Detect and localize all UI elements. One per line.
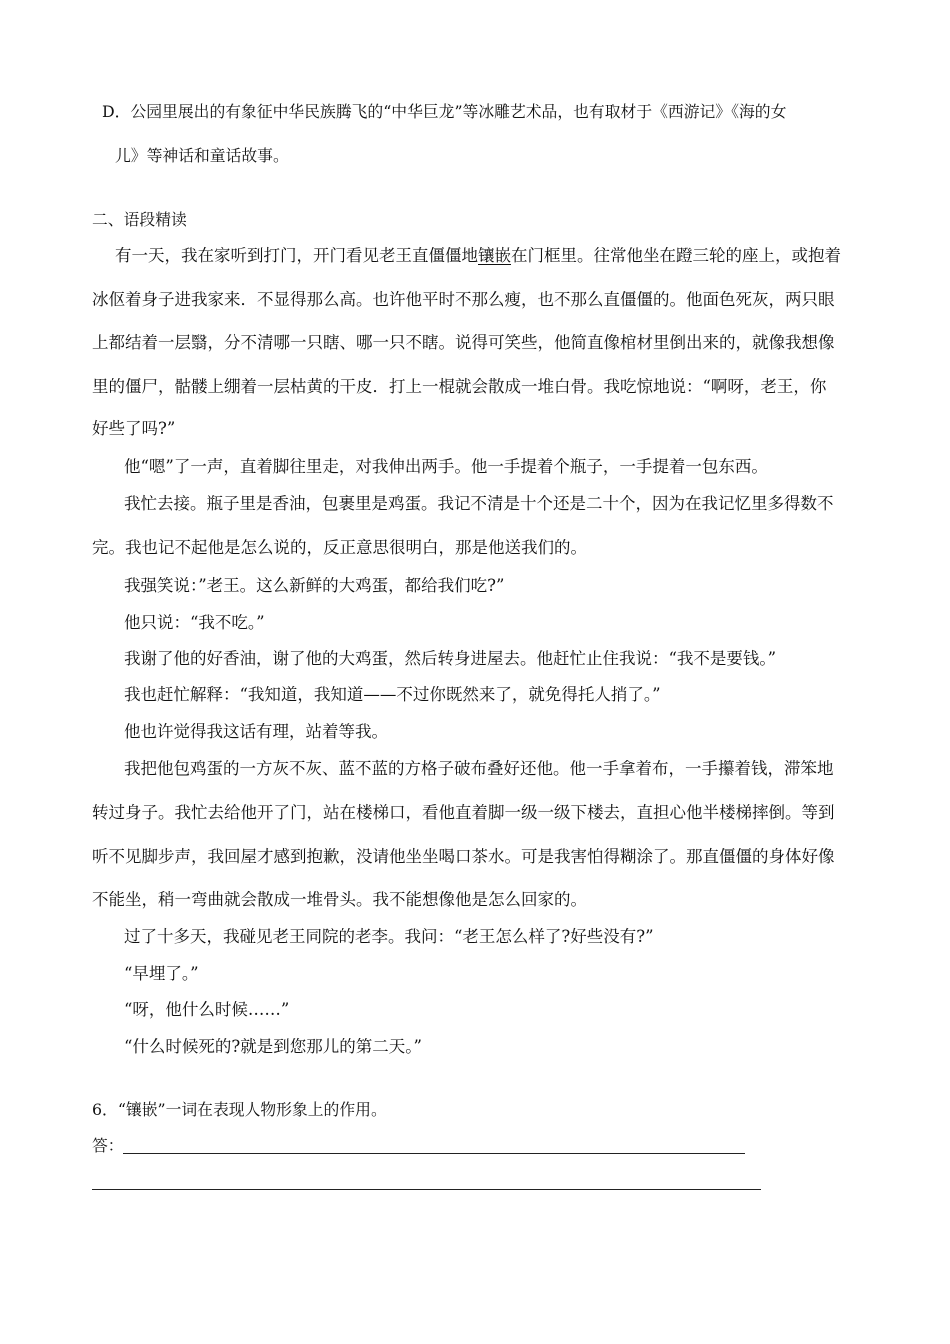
- passage-p9-line-1: 我把他包鸡蛋的一方灰不灰、蓝不蓝的方格子破布叠好还他。他一手拿着布，一手攥着钱，滞笨地: [124, 759, 834, 778]
- passage-p1-line-5: 好些了吗?”: [92, 419, 176, 438]
- section-heading: 二、语段精读: [92, 210, 187, 229]
- passage-p8: 他也许觉得我这话有理，站着等我。: [124, 722, 388, 741]
- passage-p6: 我谢了他的好香油，谢了他的大鸡蛋，然后转身进屋去。他赶忙止住我说：“我不是要钱。”: [124, 649, 777, 668]
- passage-p7: 我也赶忙解释：“我知道，我知道——不过你既然来了，就免得托人捎了。”: [124, 685, 661, 704]
- answer-line-1[interactable]: [123, 1153, 745, 1154]
- passage-p1-line-3: 上都结着一层翳，分不清哪一只瞎、哪一只不瞎。说得可笑些，他简直像棺材里倒出来的，就像我想像: [92, 333, 835, 352]
- passage-p1-line-4: 里的僵尸，骷髅上绷着一层枯黄的干皮．打上一棍就会散成一堆白骨。我吃惊地说：“啊呀，老王，你: [92, 377, 827, 396]
- passage-p1-line-1: [115, 245, 841, 267]
- passage-p9-line-3: 听不见脚步声，我回屋才感到抱歉，没请他坐坐喝口茶水。可是我害怕得糊涂了。那直僵僵的身体好像: [92, 847, 835, 866]
- passage-p9-line-4: 不能坐，稍一弯曲就会散成一堆骨头。我不能想像他是怎么回家的。: [92, 890, 587, 909]
- passage-p13: “什么时候死的?就是到您那儿的第二天。”: [124, 1037, 422, 1056]
- passage-p2: 他“嗯”了一声，直着脚往里走，对我伸出两手。他一手提着个瓶子，一手提着一包东西。: [124, 457, 768, 476]
- passage-p3-line-1: 我忙去接。瓶子里是香油，包裹里是鸡蛋。我记不清是十个还是二十个，因为在我记忆里多得数不: [124, 494, 834, 513]
- passage-text: 在门框里。往常他坐在蹬三轮的座上，或抱着: [511, 246, 841, 265]
- passage-p3-line-2: 完。我也记不起他是怎么说的，反正意思很明白，那是他送我们的。: [92, 538, 587, 557]
- answer-label: 答：: [92, 1136, 124, 1155]
- question-6: 6．“镶嵌”一词在表现人物形象上的作用。: [92, 1100, 387, 1119]
- passage-p9-line-2: 转过身子。我忙去给他开了门，站在楼梯口，看他直着脚一级一级下楼去，直担心他半楼梯摔倒。等到: [92, 803, 835, 822]
- passage-text: 有一天，我在家听到打门，开门看见老王直僵僵地: [115, 246, 478, 265]
- answer-line-2[interactable]: [92, 1189, 761, 1190]
- option-d-line-2: 儿》等神话和童话故事。: [115, 146, 289, 165]
- underlined-word: 镶嵌: [478, 246, 511, 265]
- passage-p4: 我强笑说：”老王。这么新鲜的大鸡蛋，都给我们吃?”: [124, 576, 505, 595]
- passage-p11: “早埋了。”: [124, 964, 199, 983]
- passage-p12: “呀，他什么时候……”: [124, 1000, 290, 1019]
- passage-p5: 他只说：“我不吃。”: [124, 613, 265, 632]
- option-d-line-1: D．公园里展出的有象征中华民族腾飞的“中华巨龙”等冰雕艺术品，也有取材于《西游记》《海的女: [102, 102, 787, 121]
- passage-p1-line-2: 冰伛着身子进我家来．不显得那么高。也许他平时不那么瘦，也不那么直僵僵的。他面色死灰，两只眼: [92, 290, 835, 309]
- passage-p10: 过了十多天，我碰见老王同院的老李。我问：“老王怎么样了?好些没有?”: [124, 927, 654, 946]
